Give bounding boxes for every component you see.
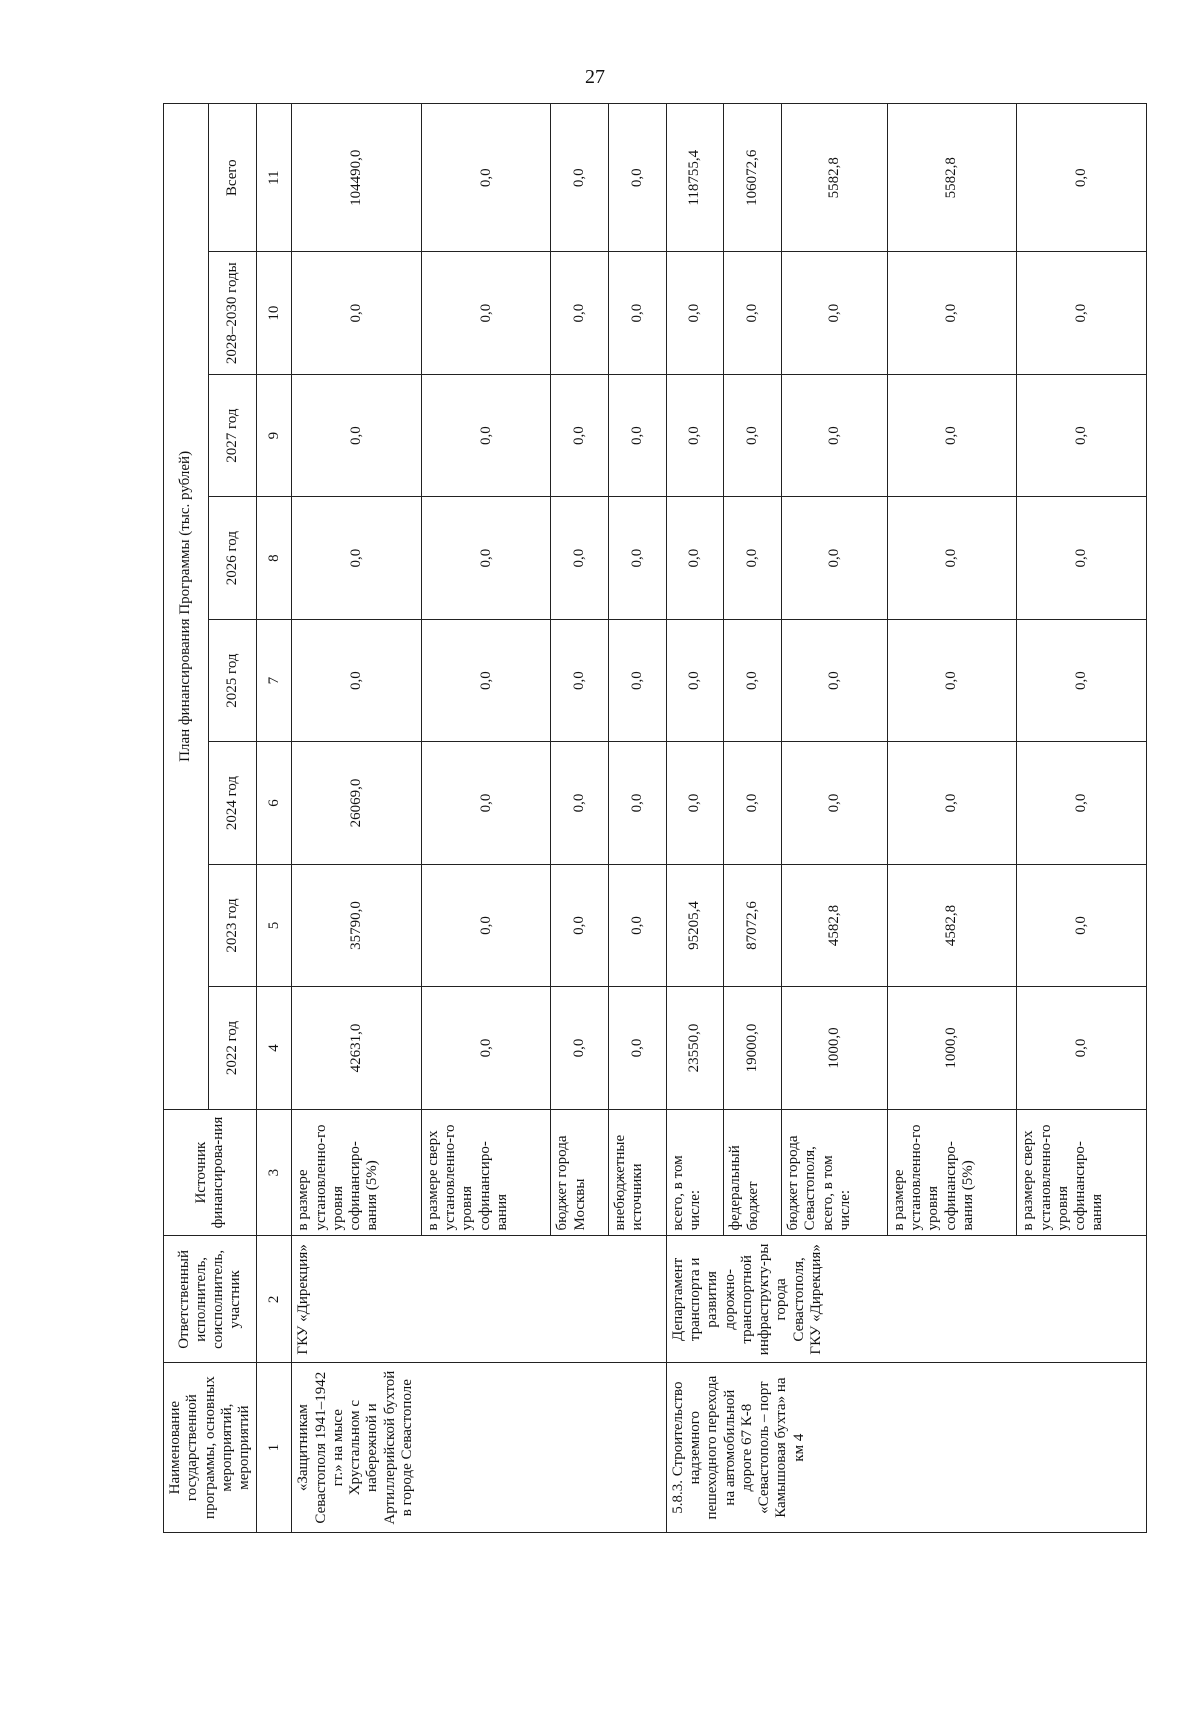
value-cell: 0,0 — [421, 252, 551, 374]
value-cell: 0,0 — [666, 497, 724, 619]
financing-table — [163, 103, 1147, 1533]
total-cell: 104490,0 — [292, 104, 422, 252]
value-cell: 0,0 — [666, 252, 724, 374]
table-row — [292, 104, 422, 1533]
total-cell: 5582,8 — [782, 104, 888, 252]
value-cell: 0,0 — [421, 497, 551, 619]
value-cell: 0,0 — [551, 742, 609, 864]
value-cell: 0,0 — [609, 987, 667, 1109]
value-cell: 23550,0 — [666, 987, 724, 1109]
funding-source: федеральный бюджет — [724, 1109, 782, 1236]
value-cell: 0,0 — [666, 374, 724, 496]
value-cell: 0,0 — [609, 864, 667, 986]
value-cell: 0,0 — [292, 252, 422, 374]
funding-source: бюджет города Москвы — [551, 1109, 609, 1236]
total-cell: 5582,8 — [887, 104, 1017, 252]
financing-table-sheet — [163, 103, 1123, 1533]
value-cell: 0,0 — [724, 619, 782, 741]
value-cell: 0,0 — [1017, 252, 1147, 374]
column-number: 1 — [257, 1363, 292, 1533]
value-cell: 0,0 — [609, 619, 667, 741]
value-cell: 0,0 — [782, 742, 888, 864]
total-cell: 106072,6 — [724, 104, 782, 252]
page-number: 27 — [585, 66, 605, 88]
column-number: 4 — [257, 987, 292, 1109]
total-cell: 0,0 — [609, 104, 667, 252]
value-cell: 0,0 — [666, 619, 724, 741]
header-year: 2023 год — [209, 864, 257, 986]
value-cell: 0,0 — [887, 497, 1017, 619]
value-cell: 0,0 — [666, 742, 724, 864]
column-number: 2 — [257, 1236, 292, 1363]
value-cell: 0,0 — [551, 864, 609, 986]
value-cell: 0,0 — [887, 619, 1017, 741]
value-cell: 0,0 — [421, 864, 551, 986]
value-cell: 0,0 — [1017, 497, 1147, 619]
total-cell: 0,0 — [551, 104, 609, 252]
value-cell: 0,0 — [1017, 987, 1147, 1109]
value-cell: 0,0 — [887, 374, 1017, 496]
value-cell: 0,0 — [609, 742, 667, 864]
funding-source: в размере установленно-го уровня софинансиро-вания (5%) — [887, 1109, 1017, 1236]
responsible-executor: Департамент транспорта и развития дорожно-транспортной инфраструкту-ры города Севастополя, ГКУ «Дирекция» — [666, 1236, 1146, 1363]
header-year: 2027 год — [209, 374, 257, 496]
header-year: 2028–2030 годы — [209, 252, 257, 374]
value-cell: 0,0 — [292, 497, 422, 619]
value-cell: 0,0 — [1017, 619, 1147, 741]
value-cell: 1000,0 — [887, 987, 1017, 1109]
column-number: 5 — [257, 864, 292, 986]
value-cell: 0,0 — [609, 252, 667, 374]
value-cell: 0,0 — [551, 619, 609, 741]
value-cell: 0,0 — [724, 742, 782, 864]
header-plan: План финансирования Программы (тыс. рублей) — [164, 104, 209, 1110]
header-name: Наименование государственной программы, основных мероприятий, мероприятий — [164, 1363, 257, 1533]
value-cell: 0,0 — [551, 252, 609, 374]
responsible-executor: ГКУ «Дирекция» — [292, 1236, 667, 1363]
value-cell: 19000,0 — [724, 987, 782, 1109]
value-cell: 0,0 — [887, 252, 1017, 374]
value-cell: 26069,0 — [292, 742, 422, 864]
event-name: «Защитникам Севастополя 1941–1942 гг.» на мысе Хрустальном с набережной и Артиллерийской бухтой в городе Севастополе — [292, 1363, 667, 1533]
value-cell: 0,0 — [292, 619, 422, 741]
value-cell: 42631,0 — [292, 987, 422, 1109]
value-cell: 0,0 — [551, 987, 609, 1109]
value-cell: 0,0 — [421, 987, 551, 1109]
value-cell: 0,0 — [782, 619, 888, 741]
value-cell: 0,0 — [421, 619, 551, 741]
value-cell: 0,0 — [551, 497, 609, 619]
value-cell: 0,0 — [421, 742, 551, 864]
column-number: 6 — [257, 742, 292, 864]
value-cell: 4582,8 — [887, 864, 1017, 986]
header-source: Источник финансирова-ния — [164, 1109, 257, 1236]
header-year: 2026 год — [209, 497, 257, 619]
column-number: 3 — [257, 1109, 292, 1236]
funding-source: внебюджетные источники — [609, 1109, 667, 1236]
total-cell: 0,0 — [421, 104, 551, 252]
header-total: Всего — [209, 104, 257, 252]
total-cell: 0,0 — [1017, 104, 1147, 252]
value-cell: 0,0 — [782, 374, 888, 496]
value-cell: 0,0 — [887, 742, 1017, 864]
value-cell: 35790,0 — [292, 864, 422, 986]
value-cell: 87072,6 — [724, 864, 782, 986]
value-cell: 0,0 — [724, 252, 782, 374]
column-number: 11 — [257, 104, 292, 252]
value-cell: 1000,0 — [782, 987, 888, 1109]
header-year: 2024 год — [209, 742, 257, 864]
column-number: 10 — [257, 252, 292, 374]
value-cell: 0,0 — [724, 497, 782, 619]
value-cell: 0,0 — [1017, 742, 1147, 864]
event-name: 5.8.3. Строительство надземного пешеходного перехода на автомобильной дороге 67 К-8 «Севастополь – порт Камышовая бухта» на км 4 — [666, 1363, 1146, 1533]
funding-source: всего, в том числе: — [666, 1109, 724, 1236]
value-cell: 0,0 — [782, 497, 888, 619]
value-cell: 0,0 — [1017, 374, 1147, 496]
value-cell: 0,0 — [782, 252, 888, 374]
value-cell: 0,0 — [421, 374, 551, 496]
value-cell: 0,0 — [292, 374, 422, 496]
table-row — [666, 104, 724, 1533]
funding-source: бюджет города Севастополя, всего, в том числе: — [782, 1109, 888, 1236]
value-cell: 0,0 — [609, 497, 667, 619]
value-cell: 95205,4 — [666, 864, 724, 986]
funding-source: в размере сверх установленно-го уровня софинансиро-вания — [421, 1109, 551, 1236]
value-cell: 0,0 — [551, 374, 609, 496]
funding-source: в размере установленно-го уровня софинансиро-вания (5%) — [292, 1109, 422, 1236]
header-row-plan — [164, 104, 209, 1533]
total-cell: 118755,4 — [666, 104, 724, 252]
value-cell: 4582,8 — [782, 864, 888, 986]
column-number: 7 — [257, 619, 292, 741]
column-number: 8 — [257, 497, 292, 619]
value-cell: 0,0 — [724, 374, 782, 496]
header-year: 2022 год — [209, 987, 257, 1109]
column-number: 9 — [257, 374, 292, 496]
header-responsible: Ответственный исполнитель, соисполнитель, участник — [164, 1236, 257, 1363]
funding-source: в размере сверх установленно-го уровня софинансиро-вания — [1017, 1109, 1147, 1236]
value-cell: 0,0 — [1017, 864, 1147, 986]
value-cell: 0,0 — [609, 374, 667, 496]
column-number-row — [257, 104, 292, 1533]
header-year: 2025 год — [209, 619, 257, 741]
